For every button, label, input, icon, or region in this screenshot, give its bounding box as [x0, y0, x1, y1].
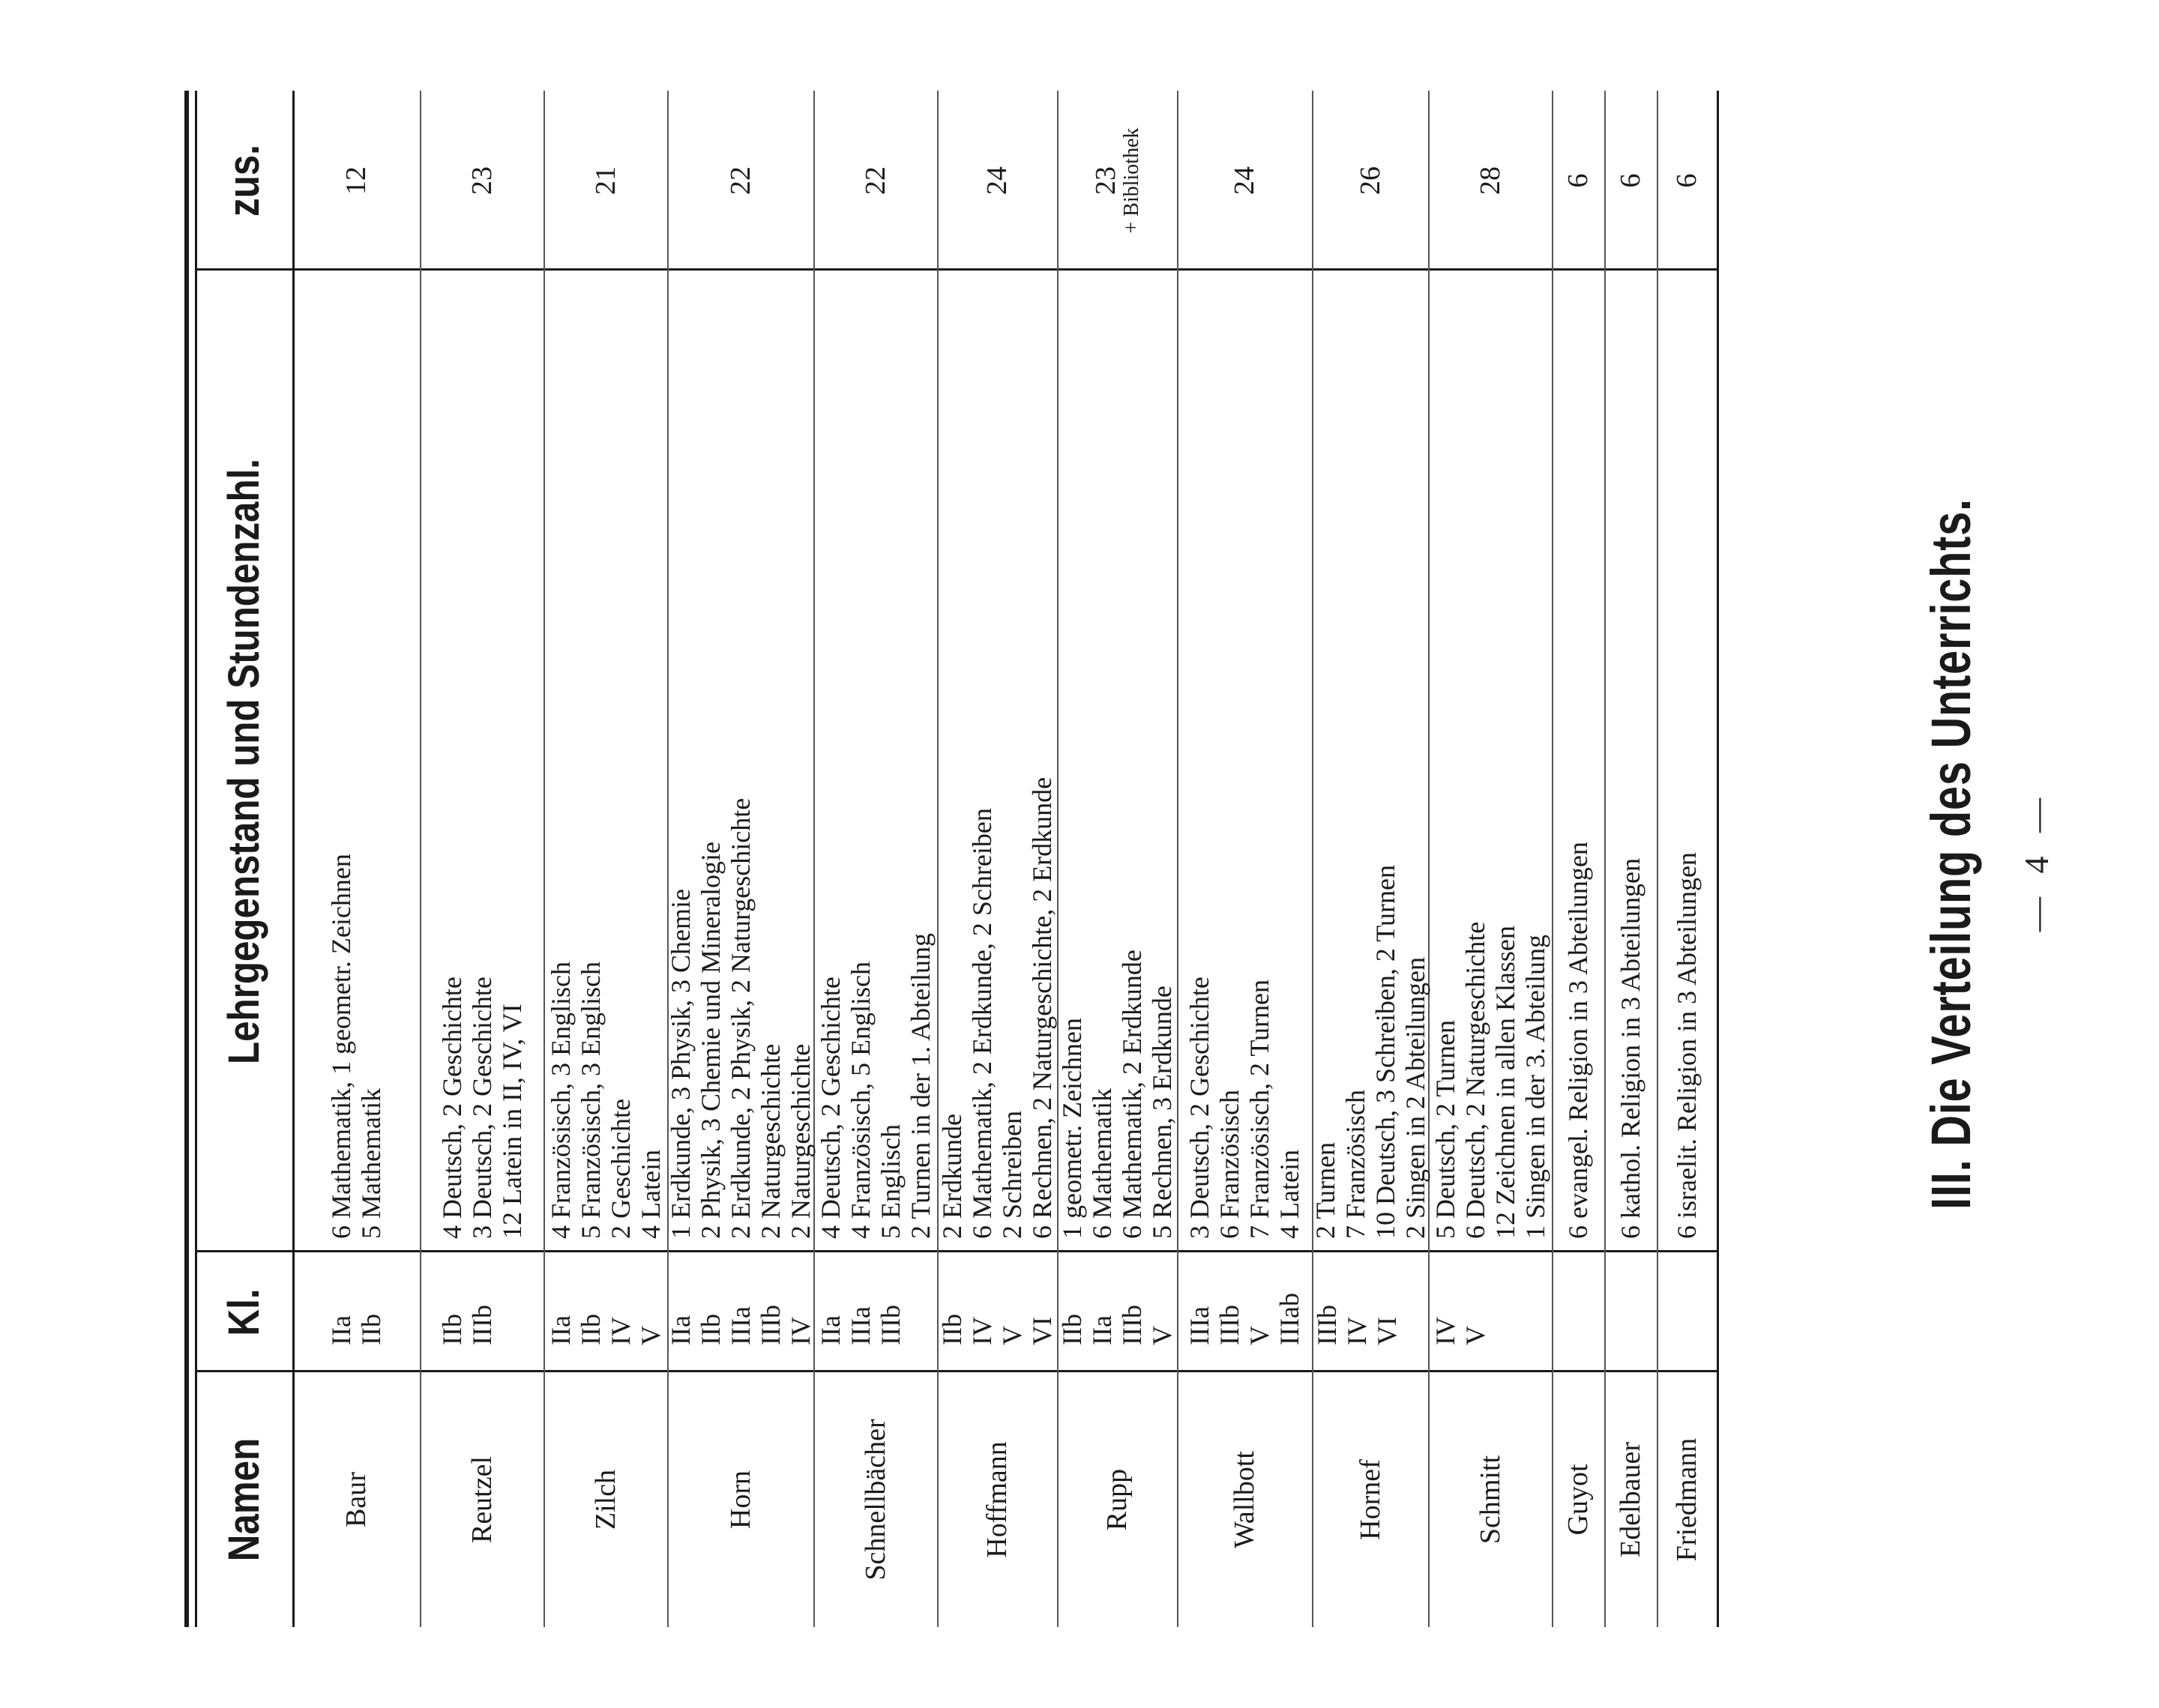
class-label: IIa: [815, 1315, 846, 1345]
table-rule: [1717, 91, 1719, 1627]
total-hours: [1657, 91, 1717, 271]
subject-entry: 1 geometr. Zeichnen: [1057, 1018, 1087, 1239]
schedule-table: [195, 91, 1942, 1627]
teacher-name: Zilch: [589, 1469, 621, 1530]
subject-entry: 5 Englisch: [875, 1124, 906, 1239]
subject-list: [665, 271, 816, 1252]
class-list: [665, 1252, 816, 1372]
total-hours: [1552, 91, 1604, 271]
total-hours: [667, 91, 813, 271]
subject-list: [1177, 271, 1312, 1252]
header-names: Namen: [219, 1437, 268, 1562]
class-label: IIIb: [1117, 1305, 1147, 1345]
subject-list: [1657, 271, 1717, 1252]
page-title: III. Die Verteilung des Unterrichts.: [1920, 498, 1982, 1210]
teacher-name: Schnellbächer: [859, 1419, 891, 1581]
subject-entry: 2 Naturgeschichte: [785, 1043, 816, 1239]
subject-list: [1552, 271, 1604, 1252]
subject-entry: 5 Französisch, 3 Englisch: [575, 962, 606, 1239]
subject-entry: 6 israelit. Religion in 3 Abteilungen: [1672, 852, 1702, 1239]
class-label: IIb: [1057, 1314, 1087, 1345]
subject-entry: 12 Latein in II, IV, VI: [496, 1004, 527, 1239]
class-label: IIIa: [845, 1306, 876, 1345]
subject-list: [1604, 271, 1657, 1252]
header-class: Kl.: [219, 1288, 268, 1336]
teacher-name: Friedmann: [1671, 1437, 1702, 1562]
class-label: IIIa: [725, 1306, 756, 1345]
subject-entry: 6 Mathematik: [1087, 1088, 1117, 1239]
subject-entry: 4 Latein: [635, 1150, 666, 1239]
subject-entry: 6 kathol. Religion in 3 Abteilungen: [1616, 858, 1645, 1239]
class-label: [1490, 1252, 1520, 1345]
subject-entry: 6 Mathematik, 1 geometr. Zeichnen: [326, 854, 356, 1239]
subject-entry: 6 Französisch: [1214, 1090, 1244, 1239]
class-list: [1428, 1252, 1552, 1372]
class-list: [937, 1252, 1057, 1372]
total-value: 21: [589, 166, 621, 195]
subject-entry: 5 Mathematik: [356, 1088, 386, 1239]
class-label: IIIb: [1312, 1305, 1342, 1345]
class-list: [1177, 1252, 1312, 1372]
subject-entry: 2 Erdkunde, 2 Physik, 2 Naturgeschichte: [725, 797, 756, 1239]
class-list: [420, 1252, 543, 1372]
table-rule: [184, 91, 189, 1627]
class-label: IV: [1342, 1317, 1372, 1345]
teacher-name: Baur: [340, 1472, 372, 1527]
class-label: IIa: [665, 1315, 696, 1345]
total-hours: [813, 91, 937, 271]
subject-entry: 5 Deutsch, 2 Turnen: [1430, 1019, 1460, 1239]
teacher-name: Reutzel: [466, 1455, 498, 1544]
header-total: zus.: [219, 145, 268, 217]
class-label: IIIb: [466, 1305, 497, 1345]
class-list: [1552, 1252, 1604, 1372]
class-label: VI: [1372, 1317, 1402, 1345]
class-label: IIb: [575, 1314, 606, 1345]
subject-entry: 4 Latein: [1274, 1150, 1304, 1239]
subject-entry: 1 Singen in der 3. Abteilung: [1520, 935, 1550, 1239]
subject-entry: 7 Französisch, 2 Turnen: [1244, 979, 1274, 1239]
class-list: [292, 1252, 420, 1372]
class-label: VI: [1027, 1317, 1057, 1345]
class-list: [1604, 1252, 1657, 1372]
total-value: 22: [859, 166, 891, 195]
subject-list: [937, 271, 1057, 1252]
subject-entry: 6 Mathematik, 2 Erdkunde: [1117, 950, 1147, 1239]
class-label: IV: [605, 1317, 636, 1345]
total-hours: [1177, 91, 1312, 271]
total-note: + Bibliothek: [1120, 127, 1143, 234]
teacher-name: Wallbott: [1229, 1451, 1260, 1548]
total-value: 6: [1671, 173, 1702, 188]
total-hours: [1604, 91, 1657, 271]
class-label: IIIb: [875, 1305, 906, 1345]
teacher-name: Edelbauer: [1615, 1441, 1646, 1558]
class-label: IV: [1430, 1317, 1460, 1345]
total-value: 22: [724, 166, 756, 195]
class-list: [543, 1252, 667, 1372]
total-hours: [937, 91, 1057, 271]
subject-entry: 6 Deutsch, 2 Naturgeschichte: [1460, 921, 1490, 1239]
subject-list: [1057, 271, 1177, 1252]
class-label: IIa: [1087, 1315, 1117, 1345]
class-label: IIb: [937, 1314, 967, 1345]
subject-entry: 4 Deutsch, 2 Geschichte: [815, 977, 846, 1239]
class-label: [1563, 1252, 1593, 1345]
subject-entry: 2 Geschichte: [605, 1099, 636, 1239]
subject-list: [1312, 271, 1428, 1252]
subject-list: [292, 271, 420, 1252]
class-label: IIa: [545, 1315, 576, 1345]
class-label: IV: [785, 1317, 816, 1345]
class-label: IIb: [356, 1314, 386, 1345]
subject-entry: 7 Französisch: [1340, 1090, 1370, 1239]
total-hours: [420, 91, 543, 271]
class-label: IIb: [695, 1314, 726, 1345]
teacher-name: Hoffmann: [981, 1441, 1013, 1558]
class-label: IIIa: [1184, 1306, 1214, 1345]
subject-entry: 10 Deutsch, 3 Schreiben, 2 Turnen: [1370, 865, 1400, 1239]
total-value: 23: [1090, 166, 1121, 195]
subject-list: [420, 271, 543, 1252]
teacher-name: Hornef: [1354, 1459, 1386, 1540]
subject-entry: 3 Deutsch, 2 Geschichte: [1184, 977, 1214, 1239]
subject-entry: 2 Singen in 2 Abteilungen: [1400, 957, 1430, 1239]
class-label: IIIab: [1274, 1293, 1304, 1345]
total-value: 26: [1354, 166, 1386, 195]
class-label: IIa: [326, 1315, 356, 1345]
class-label: [906, 1252, 936, 1345]
class-label: IIIb: [755, 1305, 786, 1345]
page-number: — 4 —: [2017, 791, 2056, 932]
total-hours: [1057, 91, 1177, 271]
teacher-name: Horn: [724, 1470, 756, 1530]
class-label: [1672, 1252, 1702, 1345]
total-value: 24: [981, 166, 1013, 195]
subject-entry: 4 Französisch, 5 Englisch: [845, 962, 876, 1239]
teacher-name: Schmitt: [1474, 1455, 1506, 1545]
subject-entry: 2 Schreiben: [997, 1111, 1027, 1239]
subject-entry: 3 Deutsch, 2 Geschichte: [466, 977, 497, 1239]
class-label: IIIb: [1214, 1305, 1244, 1345]
subject-entry: 2 Naturgeschichte: [755, 1043, 786, 1239]
subject-list: [813, 271, 937, 1252]
subject-entry: 2 Turnen: [1310, 1141, 1340, 1239]
class-label: [1402, 1252, 1428, 1345]
teacher-name: Guyot: [1562, 1464, 1594, 1536]
total-value: 6: [1615, 173, 1646, 188]
subject-entry: 6 evangel. Religion in 3 Abteilungen: [1563, 842, 1593, 1239]
subject-entry: 2 Erdkunde: [937, 1114, 967, 1239]
class-label: V: [1460, 1326, 1490, 1345]
class-label: IV: [967, 1317, 997, 1345]
class-list: [813, 1252, 937, 1372]
total-value: 6: [1562, 173, 1594, 188]
total-hours: [543, 91, 667, 271]
total-value: 24: [1229, 166, 1260, 195]
total-value: 28: [1474, 166, 1506, 195]
subject-entry: 12 Zeichnen in allen Klassen: [1490, 926, 1520, 1239]
total-hours: [1428, 91, 1552, 271]
class-label: [1520, 1252, 1550, 1345]
subject-entry: 5 Rechnen, 3 Erdkunde: [1147, 986, 1177, 1239]
subject-entry: 6 Mathematik, 2 Erdkunde, 2 Schreiben: [967, 808, 997, 1239]
class-label: [1616, 1252, 1645, 1345]
subject-entry: 4 Deutsch, 2 Geschichte: [436, 977, 467, 1239]
subject-entry: 2 Physik, 3 Chemie und Mineralogie: [695, 842, 726, 1239]
total-hours: [292, 91, 420, 271]
class-label: V: [1147, 1326, 1177, 1345]
class-list: [1312, 1252, 1428, 1372]
class-label: V: [997, 1326, 1027, 1345]
teacher-name: Rupp: [1101, 1468, 1133, 1531]
subject-list: [543, 271, 667, 1252]
class-label: V: [1244, 1326, 1274, 1345]
total-value: 12: [340, 166, 372, 195]
subject-entry: 4 Französisch, 3 Englisch: [545, 962, 576, 1239]
class-label: IIb: [436, 1314, 467, 1345]
subject-list: [1428, 271, 1552, 1252]
subject-entry: 6 Rechnen, 2 Naturgeschichte, 2 Erdkunde: [1027, 776, 1057, 1239]
subject-entry: 2 Turnen in der 1. Abteilung: [905, 932, 936, 1239]
class-label: [497, 1252, 527, 1345]
total-value: 23: [466, 166, 498, 195]
class-list: [1657, 1252, 1717, 1372]
class-label: V: [635, 1326, 666, 1345]
class-list: [1057, 1252, 1177, 1372]
total-hours: [1312, 91, 1428, 271]
header-subjects: Lehrgegenstand und Stundenzahl.: [219, 459, 268, 1065]
subject-entry: 1 Erdkunde, 3 Physik, 3 Chemie: [665, 889, 696, 1239]
